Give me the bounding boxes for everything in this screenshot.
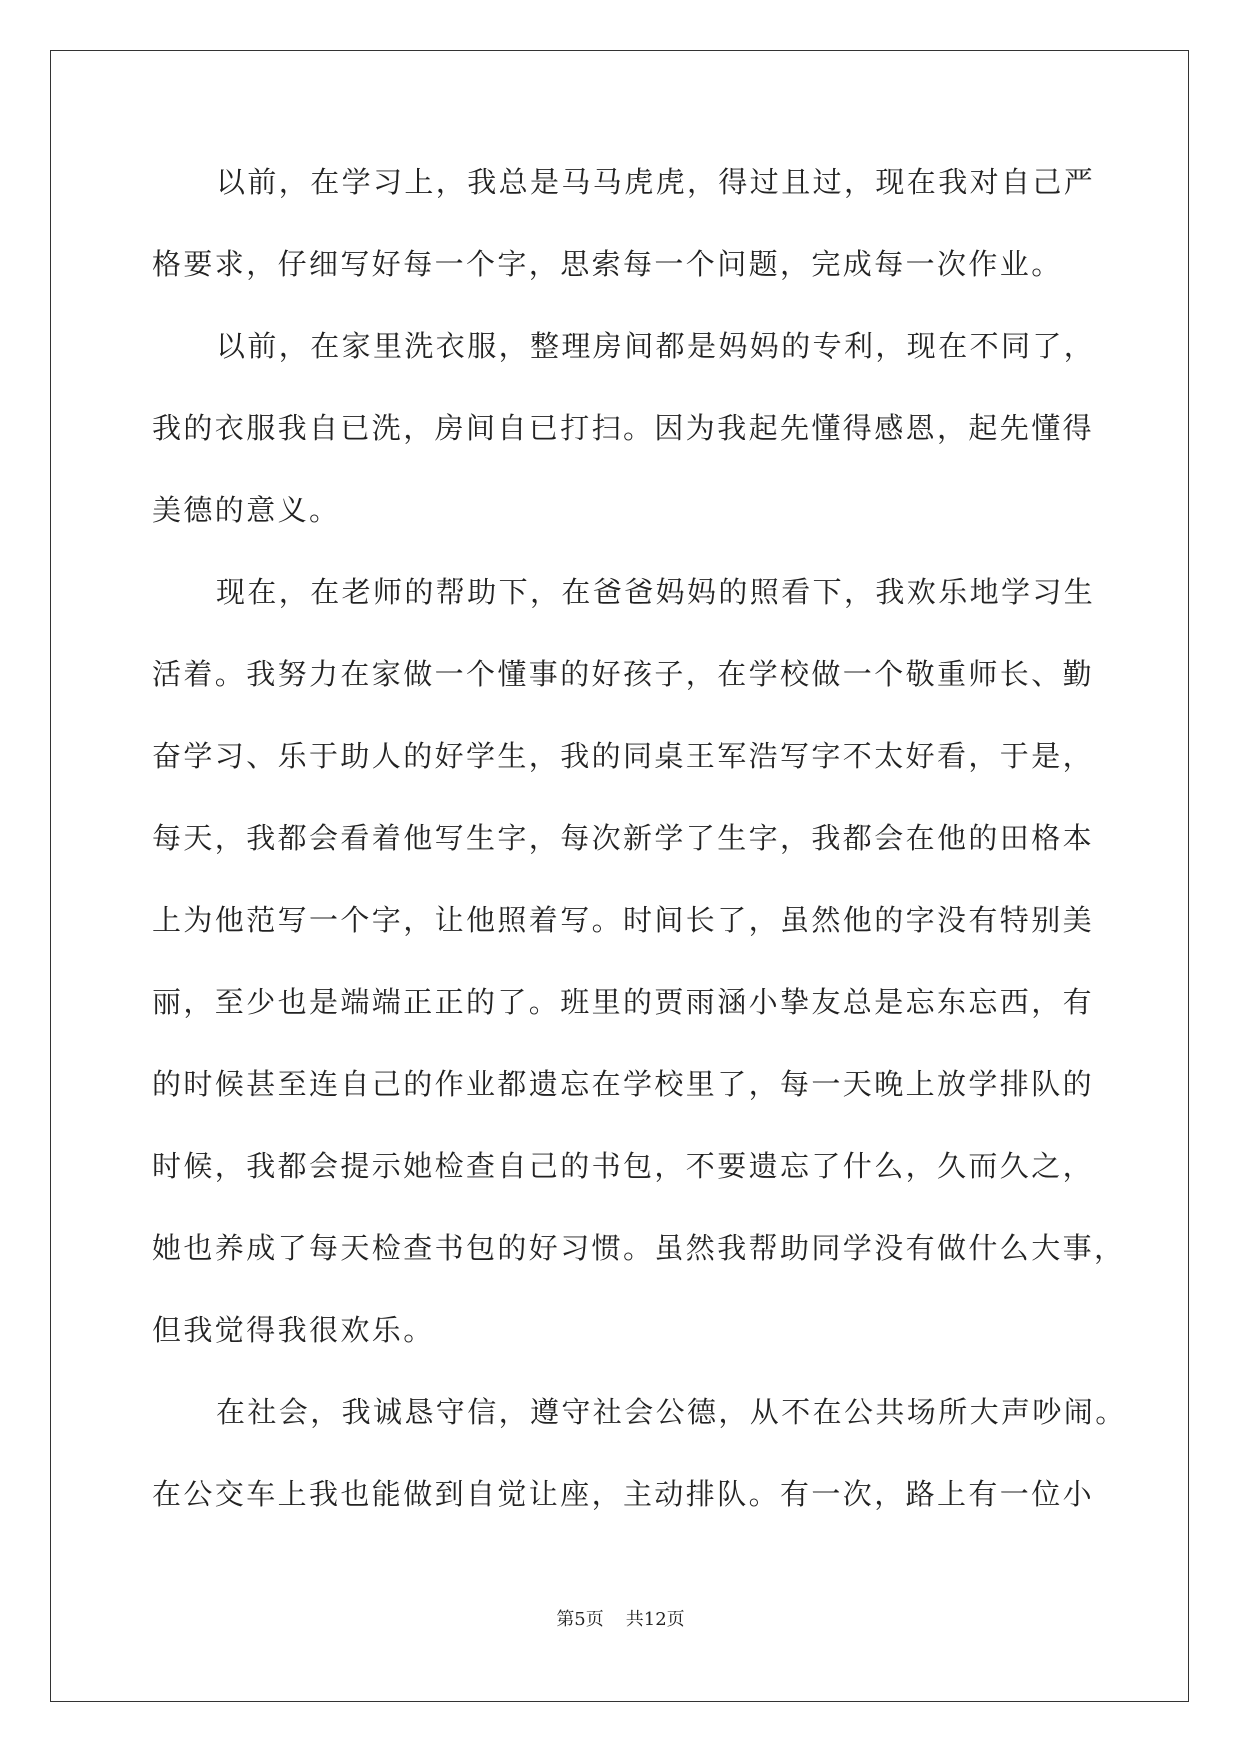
text-line: 上为他范写一个字，让他照着写。时间长了，虽然他的字没有特别美 [152,903,1095,937]
text-line: 以前，在学习上，我总是马马虎虎，得过且过，现在我对自己严 [216,165,1096,199]
text-line: 丽，至少也是端端正正的了。班里的贾雨涵小挚友总是忘东忘西，有 [152,985,1095,1019]
document-body [152,152,1127,1546]
text-line: 现在，在老师的帮助下，在爸爸妈妈的照看下，我欢乐地学习生 [216,575,1096,609]
text-line: 的时候甚至连自己的作业都遗忘在学校里了，每一天晚上放学排队的 [152,1067,1095,1101]
text-line: 在社会，我诚恳守信，遵守社会公德，从不在公共场所大声吵闹。 [216,1395,1127,1429]
text-line: 她也养成了每天检查书包的好习惯。虽然我帮助同学没有做什么大事， [152,1231,1126,1265]
page-total: 共12页 [625,1609,685,1630]
page-footer [0,1605,1241,1631]
text-line: 格要求，仔细写好每一个字，思索每一个问题，完成每一次作业。 [152,247,1063,281]
text-line: 美德的意义。 [152,493,341,527]
text-line: 在公交车上我也能做到自觉让座，主动排队。有一次，路上有一位小 [152,1477,1095,1511]
paragraph [152,562,1126,1382]
text-line: 但我觉得我很欢乐。 [152,1313,435,1347]
text-line: 时候，我都会提示她检查自己的书包，不要遗忘了什么，久而久之， [152,1149,1095,1183]
paragraph [152,1382,1127,1546]
text-line: 每天，我都会看着他写生字，每次新学了生字，我都会在他的田格本 [152,821,1095,855]
paragraph [152,152,1096,316]
page-number: 第5页 [556,1609,604,1630]
text-line: 以前，在家里洗衣服，整理房间都是妈妈的专利，现在不同了， [216,329,1096,363]
text-line: 活着。我努力在家做一个懂事的好孩子，在学校做一个敬重师长、勤 [152,657,1095,691]
text-line: 奋学习、乐于助人的好学生，我的同桌王军浩写字不太好看，于是， [152,739,1095,773]
text-line: 我的衣服我自已洗，房间自已打扫。因为我起先懂得感恩，起先懂得 [152,411,1095,445]
paragraph [152,316,1096,562]
